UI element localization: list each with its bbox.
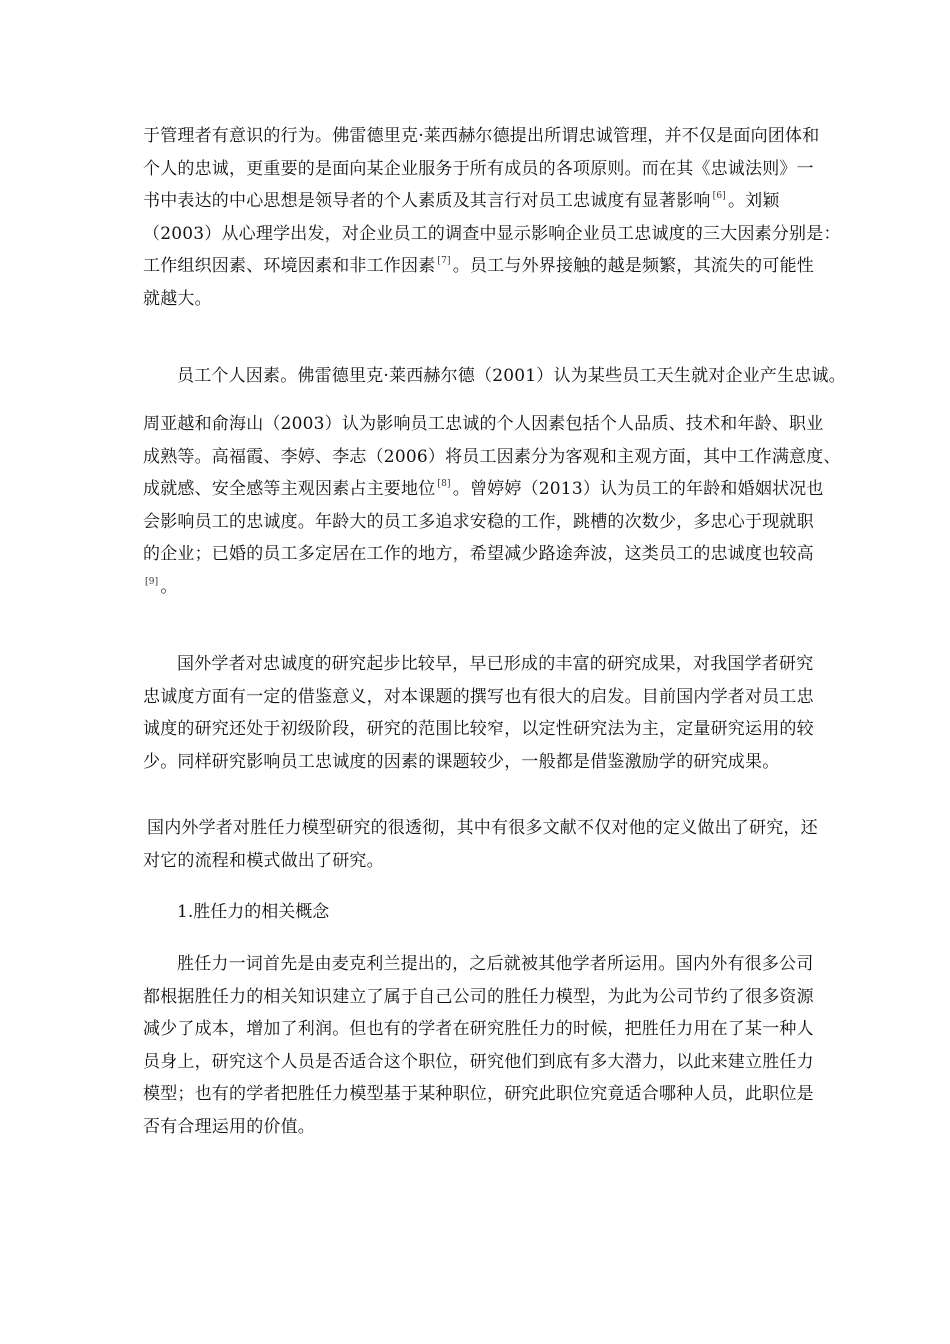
citation-marker[interactable]: [7] — [437, 256, 451, 266]
line-text: （2003）从心理学出发，对企业员工的调查中显示影响企业员工忠诚度的三大因素分别是： — [143, 223, 841, 244]
text-line — [177, 360, 857, 393]
paragraph-employee-personal-factors — [143, 360, 857, 393]
text-line — [143, 441, 841, 474]
line-text: 就越大。 — [143, 288, 212, 309]
line-text: 工作组织因素、环境因素和非工作因素 — [143, 256, 436, 276]
text-line — [143, 473, 823, 506]
line-text: 否有合理运用的价值。 — [143, 1116, 315, 1137]
line-text: 的企业；已婚的员工多定居在工作的地方，希望减少路途奔波，这类员工的忠诚度也较高 — [143, 544, 814, 564]
citation-marker[interactable]: [9] — [145, 576, 159, 587]
line-text: 员身上，研究这个人员是否适合这个职位，研究他们到底有多大潜力，以此来建立胜任力 — [143, 1051, 814, 1072]
text-line — [143, 185, 823, 218]
line-text: 。曾婷婷（2013）认为员工的年龄和婚姻状况也 — [452, 479, 824, 499]
paragraph-loyalty-management — [143, 120, 841, 315]
text-line — [147, 812, 827, 845]
line-text: 会影响员工的忠诚度。年龄大的员工多追求安稳的工作，跳槽的次数少，多忠心于现就职 — [143, 511, 814, 532]
text-line — [143, 283, 823, 316]
line-text: 于管理者有意识的行为。佛雷德里克·莱西赫尔德提出所谓忠诚管理，并不仅是面向团体和 — [143, 126, 820, 146]
text-line — [143, 1078, 857, 1111]
line-text: 成熟等。高福霞、李婷、李志（2006）将员工因素分为客观和主观方面，其中工作满意度、 — [143, 446, 841, 467]
text-line — [143, 1046, 857, 1079]
line-text: 少。同样研究影响员工忠诚度的因素的课题较少，一般都是借鉴激励学的研究成果。 — [143, 751, 780, 772]
line-text: 员工个人因素。佛雷德里克·莱西赫尔德（2001）认为某些员工天生就对企业产生忠诚。 — [177, 366, 846, 386]
paragraph-competency-model-research — [143, 812, 827, 877]
paragraph-competency-concept — [143, 948, 857, 1143]
line-text: 模型；也有的学者把胜任力模型基于某种职位，研究此职位究竟适合哪种人员，此职位是 — [143, 1084, 814, 1104]
line-text: 诚度的研究还处于初级阶段，研究的范围比较窄，以定性研究法为主，定量研究运用的较 — [143, 719, 814, 739]
text-line — [143, 250, 823, 283]
text-line — [143, 681, 857, 714]
line-text: 。 — [160, 576, 178, 597]
line-text: 。员工与外界接触的越是频繁，其流失的可能性 — [452, 256, 814, 276]
line-text: 忠诚度方面有一定的借鉴意义，对本课题的撰写也有很大的启发。目前国内学者对员工忠 — [143, 686, 814, 707]
text-line — [143, 845, 827, 878]
text-line — [143, 1013, 857, 1046]
text-line — [143, 1111, 857, 1144]
line-text: 国内外学者对胜任力模型研究的很透彻，其中有很多文献不仅对他的定义做出了研究，还 — [147, 818, 818, 838]
line-text: 国外学者对忠诚度的研究起步比较早，早已形成的丰富的研究成果，对我国学者研究 — [177, 654, 814, 674]
line-text: 对它的流程和模式做出了研究。 — [143, 850, 384, 871]
heading-text: 1.胜任力的相关概念 — [177, 902, 330, 922]
paragraph-foreign-research — [143, 648, 857, 778]
text-line — [177, 648, 857, 681]
text-line — [143, 218, 841, 251]
text-line — [143, 506, 823, 539]
line-text: 个人的忠诚，更重要的是面向某企业服务于所有成员的各项原则。而在其《忠诚法则》一 — [143, 158, 814, 179]
line-text: 书中表达的中心思想是领导者的个人素质及其言行对员工忠诚度有显著影响 — [143, 191, 711, 211]
text-line — [143, 120, 823, 153]
text-line — [143, 713, 857, 746]
section-heading — [177, 896, 329, 929]
paragraph-personal-factor-studies — [143, 408, 841, 603]
text-line — [143, 981, 857, 1014]
line-text: 胜任力一词首先是由麦克利兰提出的，之后就被其他学者所运用。国内外有很多公司 — [177, 954, 814, 974]
line-text: 周亚越和俞海山（2003）认为影响员工忠诚的个人因素包括个人品质、技术和年龄、职业 — [143, 414, 824, 434]
text-line — [143, 538, 823, 571]
line-text: 。刘颖 — [727, 191, 780, 211]
text-line — [143, 408, 823, 441]
line-text: 成就感、安全感等主观因素占主要地位 — [143, 479, 436, 499]
text-line — [143, 153, 823, 186]
text-line — [177, 948, 857, 981]
citation-marker[interactable]: [6] — [712, 191, 726, 201]
text-line — [143, 571, 823, 604]
citation-marker[interactable]: [8] — [437, 479, 451, 489]
line-text: 都根据胜任力的相关知识建立了属于自己公司的胜任力模型，为此为公司节约了很多资源 — [143, 986, 814, 1007]
line-text: 减少了成本，增加了利润。但也有的学者在研究胜任力的时候，把胜任力用在了某一种人 — [143, 1019, 814, 1039]
text-line — [143, 746, 857, 779]
